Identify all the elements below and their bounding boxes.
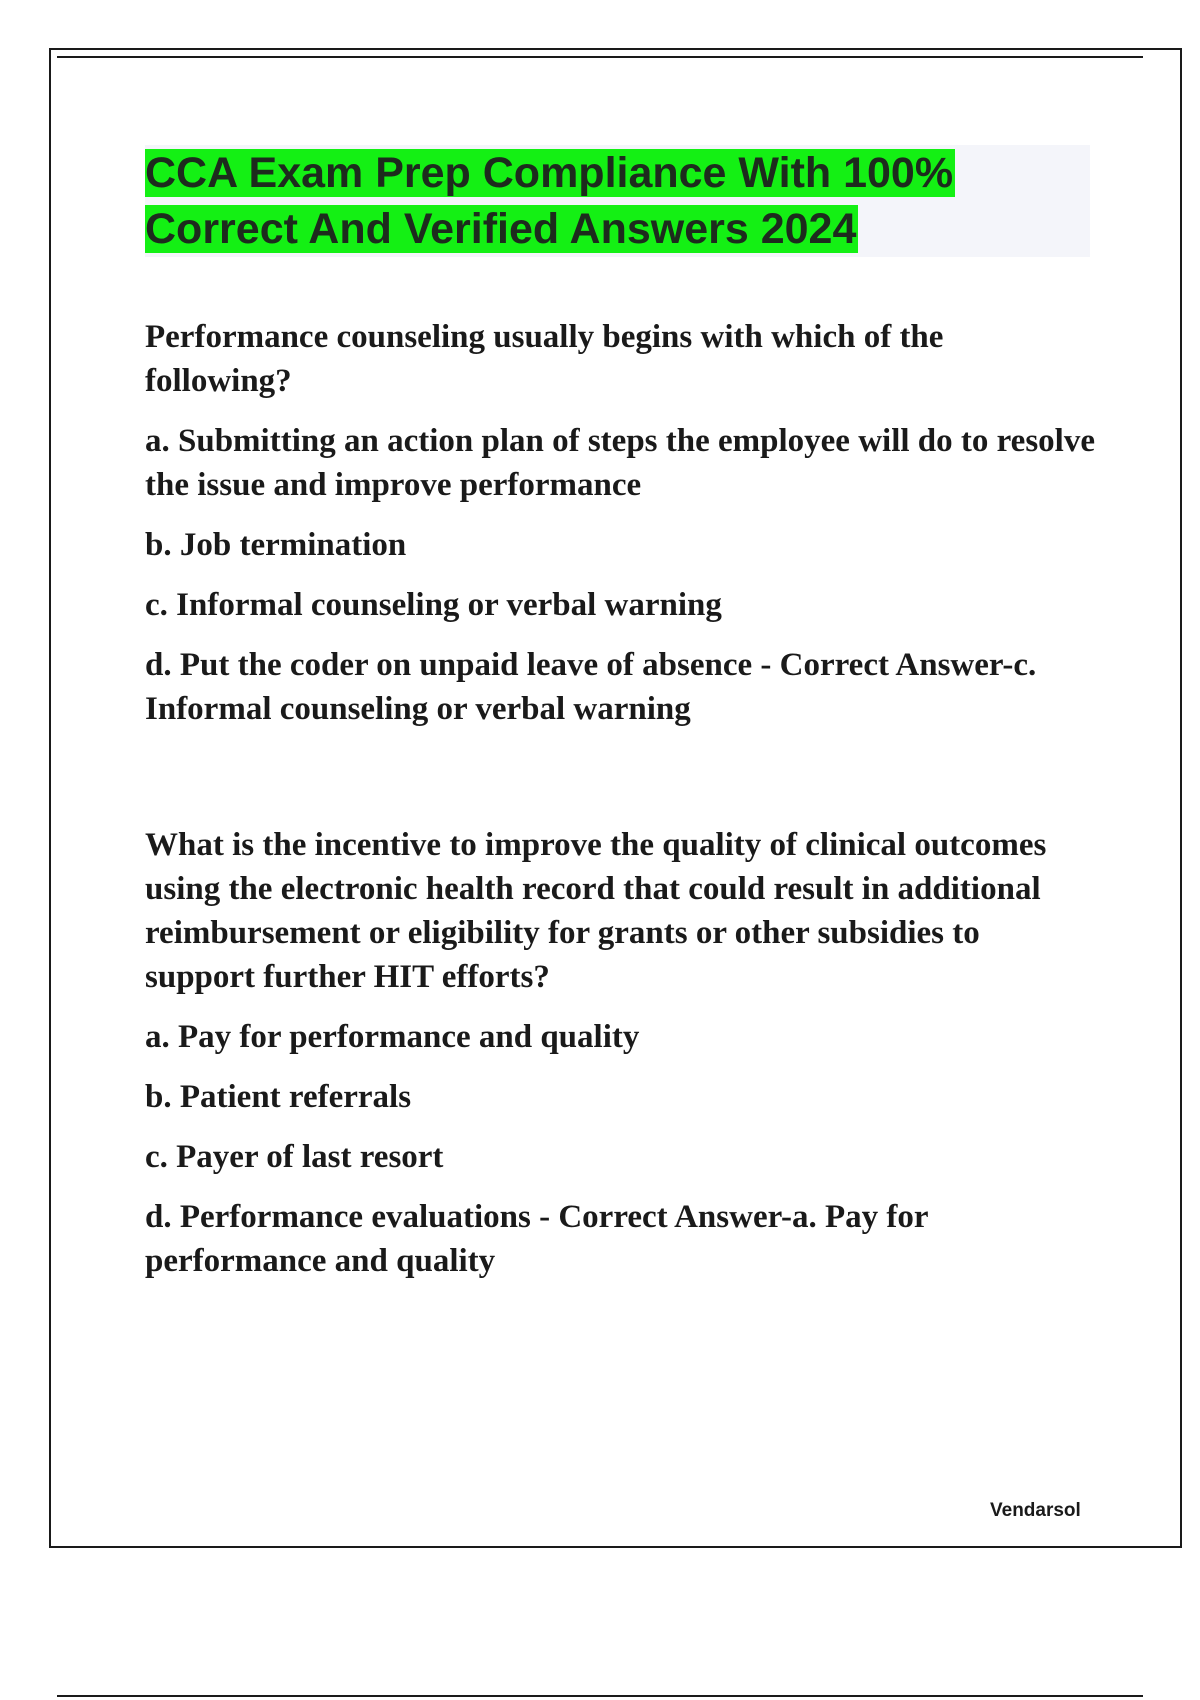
bottom-rule: [57, 1695, 1143, 1697]
question-text: What is the incentive to improve the quality of clinical outcomes using the electronic health record that could result in additional reimbursement or eligibility for grants or other subsidies to support further HIT efforts?: [145, 827, 1047, 995]
question-2: [145, 823, 1095, 1283]
question-spacer: [145, 731, 1095, 823]
document-body: [145, 315, 1095, 1283]
answer-option-d: d. Put the coder on unpaid leave of absence - Correct Answer-c. Informal counseling or verbal warning: [145, 647, 1037, 727]
title-line-2: Correct And Verified Answers 2024: [145, 205, 857, 253]
title-line-1: CCA Exam Prep Compliance With 100%: [145, 149, 954, 197]
answer-option-b: b. Job termination: [145, 527, 407, 563]
question-text: Performance counseling usually begins with which of the following?: [145, 319, 944, 399]
answer-option-a: a. Pay for performance and quality: [145, 1019, 640, 1055]
document-title: [145, 145, 1090, 257]
footer-brand: Vendarsol: [990, 1500, 1081, 1521]
answer-option-c: c. Informal counseling or verbal warning: [145, 587, 722, 623]
answer-option-d: d. Performance evaluations - Correct Answer-a. Pay for performance and quality: [145, 1199, 928, 1279]
answer-option-a: a. Submitting an action plan of steps the employee will do to resolve the issue and improve performance: [145, 423, 1095, 503]
question-1: [145, 315, 1095, 731]
answer-option-c: c. Payer of last resort: [145, 1139, 444, 1175]
answer-option-b: b. Patient referrals: [145, 1079, 412, 1115]
